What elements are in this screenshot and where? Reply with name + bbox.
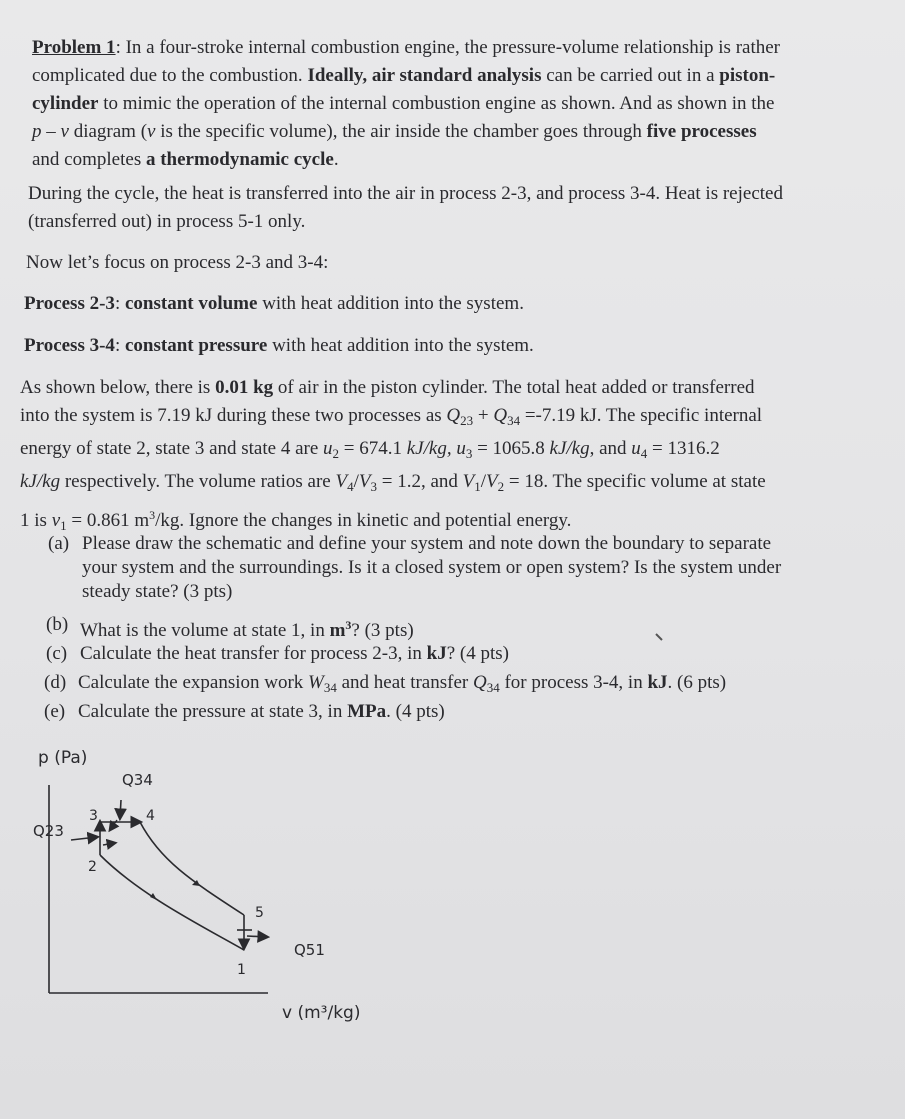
problem-title: Problem 1	[32, 37, 116, 58]
q51-label: Q51	[294, 941, 325, 959]
question-b: (b) What is the volume at state 1, in $m^3$? (3 pts)	[46, 614, 414, 641]
state-3-label: 3	[89, 808, 98, 824]
y-axis-label: p (Pa)	[38, 748, 88, 768]
process-2-3-line: Process 2-3: constant volume with heat addition into the system.	[24, 293, 524, 314]
q51-arrow	[247, 936, 267, 937]
q34-label: Q34	[122, 771, 153, 789]
heat-in-arrow	[103, 843, 115, 845]
process-3-4-line: Process 3-4: constant pressure with heat addition into the system.	[24, 335, 534, 356]
question-c: (c) Calculate the heat transfer for process 2-3, in kJ? (4 pts)	[46, 643, 509, 664]
state-4-label: 4	[146, 808, 155, 824]
q23-label: Q23	[33, 822, 64, 840]
intro-paragraph: Problem 1: In a four-stroke internal combustion engine, the pressure-volume relationship is rather complicated due to the combustion. Ideally, air standard analysis can be carried out in a piston- cylinder to mimic the operation of the internal combustion engine as shown. And as shown in the p – v diagram (v is the specific volume), the air inside the chamber goes through five processes and completes a thermodynamic cycle.	[32, 37, 780, 170]
state-1-label: 1	[237, 962, 246, 978]
q23-arrow	[71, 837, 97, 840]
question-e: (e) Calculate the pressure at state 3, in MPa. (4 pts)	[44, 701, 445, 722]
question-a: (a) Please draw the schematic and define your system and note down the boundary to separate your system and the surroundings. Is it a closed system or open system? Is the system under steady state? (3 pts)	[48, 533, 782, 602]
heat-transfer-paragraph: During the cycle, the heat is transferred into the air in process 2-3, and process 3-4. Heat is rejected (transferred out) in process 5-1 only.	[28, 183, 783, 232]
process-1-2-curve	[100, 855, 244, 950]
state-5-label: 5	[255, 905, 264, 921]
focus-line: Now let’s focus on process 2-3 and 3-4:	[26, 252, 329, 273]
process-4-5-curve	[140, 822, 244, 915]
state-2-label: 2	[88, 859, 97, 875]
process-1-2-arrow	[150, 893, 157, 900]
question-d: (d) Calculate the expansion work $W_{34}$ and heat transfer $Q_{34}$ for process 3-4, in kJ. (6 pts)	[44, 672, 727, 695]
x-axis-label: v (m³/kg)	[282, 1003, 361, 1023]
q34-arrow-1	[120, 800, 121, 818]
given-data-paragraph: As shown below, there is 0.01 kg of air in the piston cylinder. The total heat added or transferred into the system is 7.19 kJ during these two processes as $Q_{23} + Q_{34} =-7.19$ kJ. The specific internal energy of state 2, state 3 and state 4 are $u_2 = 674.1$ kJ/kg, $u_3 = 1065.8$ kJ/kg, and $u_4 = 1316.2$ kJ/kg respectively. The volume ratios are $V_4/V_3 = 1.2$, and $V_1/V_2 = 18$. The specific volume at state 1 is $v_1 = 0.861$ $m^3/kg$. Ignore the changes in kinetic and potential energy.	[20, 377, 766, 533]
